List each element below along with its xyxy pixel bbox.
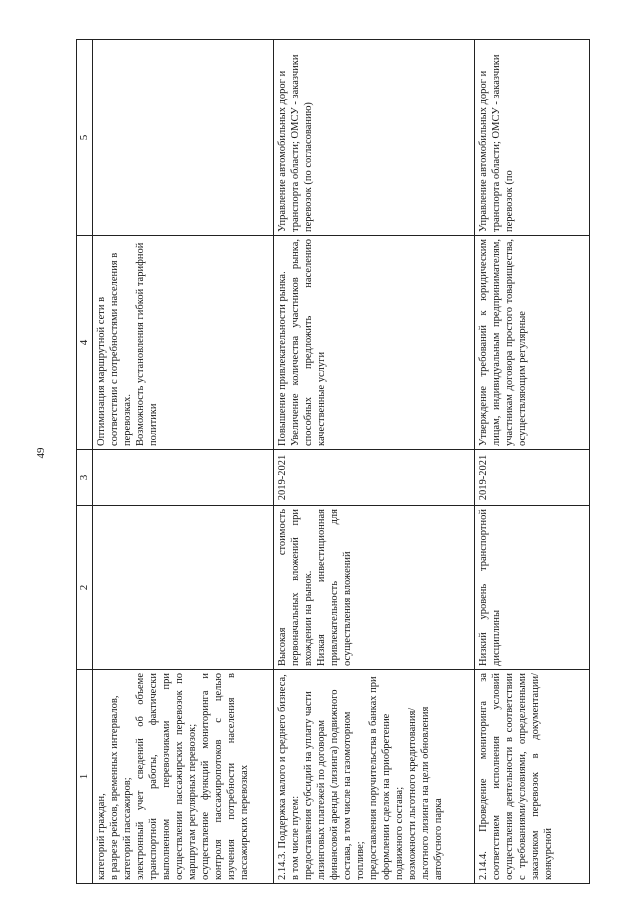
responsible-cell: Управление автомобильных дорог и транспорта области; ОМСУ - заказчики перевозок (по согласованию) — [274, 40, 475, 236]
period-cell — [93, 450, 274, 506]
cell-line: Повышение привлекательности рынка. — [277, 271, 288, 446]
measures-table — [76, 39, 590, 884]
cell-line: категорий пассажиров; — [122, 777, 133, 880]
problem-cell — [93, 506, 274, 670]
header-cell: 5 — [77, 40, 93, 236]
cell-line: электронный учет сведений об объеме транспортной работы, фактически выполненном перевозчиками при осуществлении пассажирских перевозок по маршрутам регулярных перевозок; — [135, 673, 198, 880]
responsible-cell — [93, 40, 274, 236]
cell-line: Возможность установления гибкой тарифной политики — [135, 242, 159, 446]
cell-line: 2.14.3. Поддержка малого и среднего бизнеса, в том числе путем: — [277, 674, 301, 880]
responsible-cell: Управление автомобильных дорог и транспорта области; ОМСУ - заказчики перевозок (по — [475, 40, 590, 236]
problem-cell — [274, 506, 475, 670]
cell-line: возможности льготного кредитования/льготного лизинга на цели обновления автобусного парка — [407, 706, 444, 880]
table-row — [475, 40, 590, 884]
cell-line: Низкий уровень транспортной дисциплины — [478, 509, 502, 666]
result-cell — [274, 236, 475, 450]
cell-line: Низкая инвестиционная привлекательность для осуществления вложений — [316, 509, 353, 666]
cell-line: Высокая стоимость первоначальных вложений при вхождении на рынок. — [277, 509, 314, 666]
header-cell: 1 — [77, 670, 93, 884]
measure-cell — [93, 670, 274, 884]
cell-line: категорий граждан, — [96, 793, 107, 880]
problem-cell — [475, 506, 590, 670]
cell-line: предоставления субсидий на уплату части лизинговых платежей по договорам финансовой аренды (лизинга) подвижного состава, в том числе на газомоторном топливе; — [303, 689, 366, 880]
cell-line: предоставления поручительства в банках при оформлении сделок на приобретение подвижного состава; — [368, 676, 405, 880]
cell-line: осуществление функций мониторинга и контроля пассажиропотоков с целью изучения потребности населения в пассажирских перевозках — [200, 673, 250, 880]
cell-line: Оптимизация маршрутной сети в соответствии с потребностями населения в перевозках. — [96, 252, 133, 446]
table-row — [274, 40, 475, 884]
measure-cell — [475, 670, 590, 884]
cell-line: 2.14.4. Проведение мониторинга за соответствием исполнения условий осуществления деятельности в соответствии с требованиями/условиями, определенными заказчиком перевозок в документации/конкурсной — [478, 673, 554, 880]
header-cell: 4 — [77, 236, 93, 450]
cell-line: в разрезе рейсов, временных интервалов, — [109, 695, 120, 880]
cell-line: Утверждение требований к юридическим лицам, индивидуальным предпринимателям, участникам договора простого товарищества, осуществляющим регулярные — [478, 239, 528, 446]
header-cell: 3 — [77, 450, 93, 506]
result-cell — [93, 236, 274, 450]
result-cell — [475, 236, 590, 450]
header-cell: 2 — [77, 506, 93, 670]
measure-cell — [274, 670, 475, 884]
rotated-page-content — [76, 40, 604, 884]
table-row — [93, 40, 274, 884]
page-number: 49 — [35, 447, 47, 459]
cell-line: Увеличение количества участников рынка, способных предложить населению качественные услуги — [290, 239, 327, 446]
period-cell: 2019-2021 — [475, 450, 590, 506]
period-cell: 2019-2021 — [274, 450, 475, 506]
table-header-row — [77, 40, 93, 884]
